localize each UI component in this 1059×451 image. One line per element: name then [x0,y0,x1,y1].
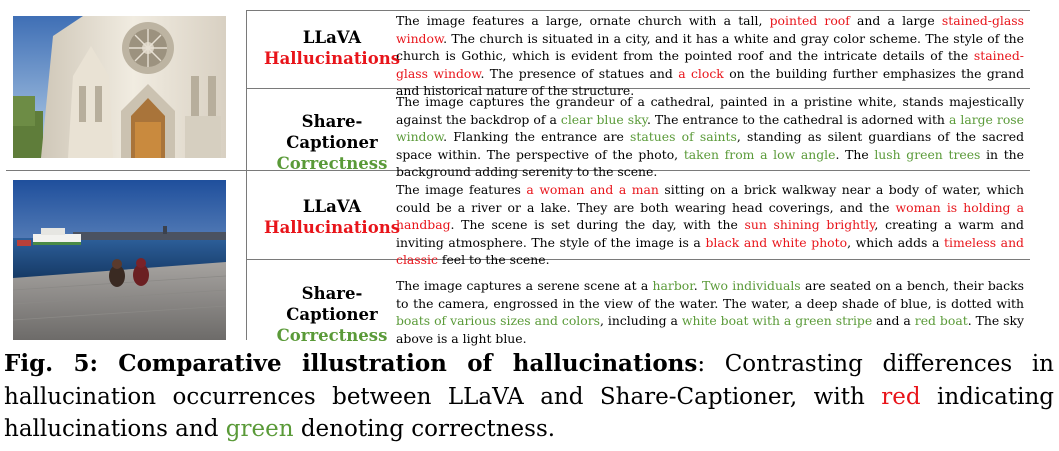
caption-text-1: : Contrasting differences in hallucination occurrences between LLaVA and Share-Captioner, with [4,351,1054,410]
hallucination-phrase: pointed roof [769,13,850,28]
model-name: LLaVA [302,197,362,216]
row2-label [256,111,408,174]
caption-text: sitting on a brick walkway near a body of water, which could be a river or a lake. They are both wearing head coverings, and the [396,182,1024,215]
row3-label [256,196,408,238]
hallucination-phrase: woman is holding a handbag [396,199,1024,233]
hallucination-phrase: stained-glass window [396,13,1024,46]
hallucinations-tag: Hallucinations [264,218,400,237]
caption-text: are seated on a bench, their backs to the camera, engrossed in the view of the water. The water, a deep shade of blue, is dotted with [396,278,1024,311]
caption-text: The image captures the grandeur of a cathedral, painted in a pristine white, stands majestically against the backdrop of a [396,94,1024,127]
caption-text: and a [872,313,915,329]
row4-text [396,277,1024,347]
harbor-image [13,180,226,340]
hallucination-phrase: black and white photo [705,234,848,250]
figure-caption [4,348,1054,446]
caption-text: . Flanking the entrance are [443,129,631,145]
caption-text: The image features [396,182,527,197]
correct-phrase: white boat with a green stripe [681,313,873,329]
caption-text: in the background adding serenity to the scene. [396,146,1024,180]
correct-phrase: statues of saints [630,129,737,145]
caption-text: The image captures a serene scene at a [396,278,653,293]
hallucination-phrase: stained-glass window [396,48,1024,81]
caption-title: Fig. 5: Comparative illustration of hallucinations [4,350,698,377]
row4-label [256,283,408,346]
caption-text: . The presence of statues and [480,65,679,81]
caption-text: , standing as silent guardians of the sacred space within. The perspective of the photo, [396,129,1024,162]
correct-phrase: boats of various sizes and colors [396,313,600,329]
hallucinations-tag: Hallucinations [264,49,400,68]
caption-text: . The scene is set during the day, with the [450,217,745,233]
model-name: LLaVA [302,28,362,47]
hallucination-phrase: a woman and a man [526,182,659,197]
hallucination-phrase: a clock [678,65,724,81]
caption-text: . The entrance to the cathedral is adorned with [646,111,949,127]
caption-text: The image features a large, ornate church with a tall, [396,13,770,28]
hallucination-phrase: timeless and classic [396,234,1024,268]
caption-text-2: indicating hallucinations and [4,383,1054,442]
caption-text: on the building further emphasizes the grand and historical nature of the structure. [396,65,1024,99]
caption-text: . [693,278,703,293]
correct-phrase: lush green trees [874,146,981,162]
caption-text: and a large [849,13,942,28]
caption-red-word: red [881,383,921,410]
correct-phrase: a large rose window [396,111,1024,145]
correctness-tag: Correctness [276,154,388,173]
rule-vertical [246,10,247,340]
model-name: Share-Captioner [286,112,378,152]
correct-phrase: clear blue sky [560,111,647,127]
caption-green-word: green [225,416,294,442]
correct-phrase: red boat [914,313,968,329]
caption-text: . The [835,146,875,162]
row2-text [396,93,1024,181]
hallucination-phrase: sun shining brightly [744,217,875,233]
caption-text-3: denoting correctness. [293,416,556,442]
caption-text: , including a [600,313,682,329]
row1-text [396,12,1024,100]
caption-text: . The church is situated in a city, and it has a white and gray color scheme. The style of the church is Gothic, which is evident from the pointed roof and the intricate details of the [396,30,1024,64]
correct-phrase: taken from a low angle [683,146,836,162]
cathedral-image [13,16,226,158]
row1-label [256,27,408,69]
correct-phrase: harbor [652,278,694,293]
correct-phrase: Two individuals [702,278,801,293]
rule-top [246,10,1030,11]
correctness-tag: Correctness [276,326,388,345]
caption-text: feel to the scene. [437,252,550,268]
model-name: Share-Captioner [286,284,378,324]
caption-text: , creating a warm and inviting atmosphere. The style of the image is a [396,217,1024,250]
caption-text: . The sky above is a light blue. [396,313,1025,346]
row3-text [396,181,1024,269]
caption-text: , which adds a [847,234,945,250]
